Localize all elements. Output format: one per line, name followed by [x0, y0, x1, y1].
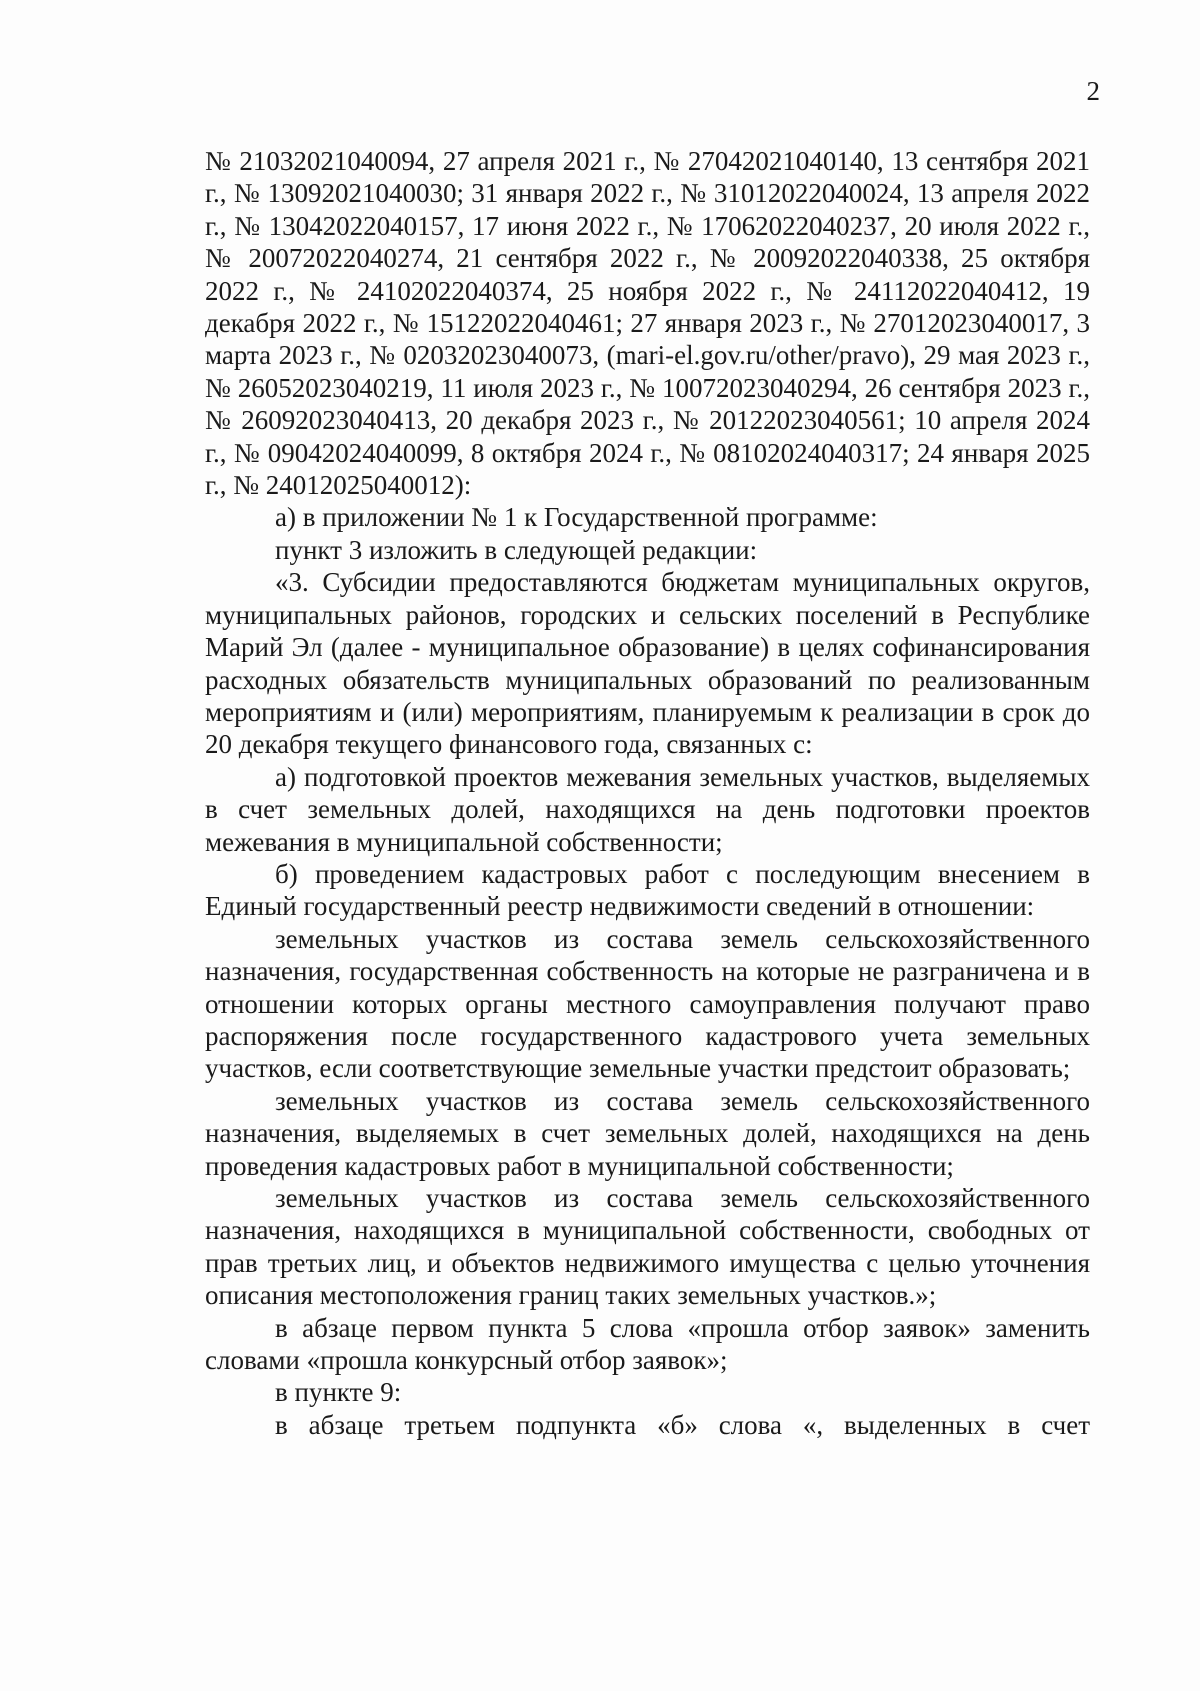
paragraph-registration-numbers: № 21032021040094, 27 апреля 2021 г., № 27042021040140, 13 сентября 2021 г., № 13092021040030; 31 января 2022 г., № 31012022040024, 13 апреля 2022 г., № 13042022040157, 17 июня 2022 г., № 17062022040237, 20 июля 2022 г., № 20072022040274, 21 сентября 2022 г., № 20092022040338, 25 октября 2022 г., № 24102022040374, 25 ноября 2022 г., № 24112022040412, 19 декабря 2022 г., № 15122022040461; 27 января 2023 г., № 27012023040017, 3 марта 2023 г., № 02032023040073, (mari-el.gov.ru/other/pravo), 29 мая 2023 г., № 26052023040219, 11 июля 2023 г., № 10072023040294, 26 сентября 2023 г., № 26092023040413, 20 декабря 2023 г., № 20122023040561; 10 апреля 2024 г., № 09042024040099, 8 октября 2024 г., № 08102024040317; 24 января 2025 г., № 24012025040012): [205, 146, 1090, 501]
paragraph-land-plots-1: земельных участков из состава земель сельскохозяйственного назначения, государственная собственность на которые не разграничена и в отношении которых органы местного самоуправления получают право распоряжения после государственного кадастрового учета земельных участков, если соответствующие земельные участки предстоит образовать; [205, 923, 1090, 1084]
paragraph-land-plots-2: земельных участков из состава земель сельскохозяйственного назначения, выделяемых в счет земельных долей, находящихся на день проведения кадастровых работ в муниципальной собственности; [205, 1085, 1090, 1181]
paragraph-subitem-b: б) проведением кадастровых работ с последующим внесением в Единый государственный реестр недвижимости сведений в отношении: [205, 858, 1090, 922]
paragraph-point-9: в пункте 9: [275, 1377, 402, 1408]
paragraph-point-3-text: «3. Субсидии предоставляются бюджетам муниципальных округов, муниципальных районов, городских и сельских поселений в Республике Марий Эл (далее - муниципальное образование) в целях софинансирования расходных обязательств муниципальных образований по реализованным мероприятиям и (или) мероприятиям, планируемым к реализации в срок до 20 декабря текущего финансового года, связанных с: [205, 567, 1090, 760]
paragraph-land-plots-3: земельных участков из состава земель сельскохозяйственного назначения, находящихся в муниципальной собственности, свободных от прав третьих лиц, и объектов недвижимого имущества с целью уточнения описания местоположения границ таких земельных участков.»; [205, 1183, 1090, 1311]
document-body [205, 145, 1090, 1441]
paragraph-point-3-intro: пункт 3 изложить в следующей редакции: [275, 534, 758, 565]
paragraph-subitem-a: а) подготовкой проектов межевания земельных участков, выделяемых в счет земельных долей, находящихся на день подготовки проектов межевания в муниципальной собственности; [205, 761, 1090, 857]
paragraph-item-a: а) в приложении № 1 к Государственной программе: [275, 502, 878, 533]
paragraph-point-5-change: в абзаце первом пункта 5 слова «прошла отбор заявок» заменить словами «прошла конкурсный отбор заявок»; [205, 1312, 1090, 1376]
paragraph-point-9-subitem-b: в абзаце третьем подпункта «б» слова «, выделенных в счет [275, 1409, 1090, 1440]
page-number: 2 [1086, 76, 1100, 106]
